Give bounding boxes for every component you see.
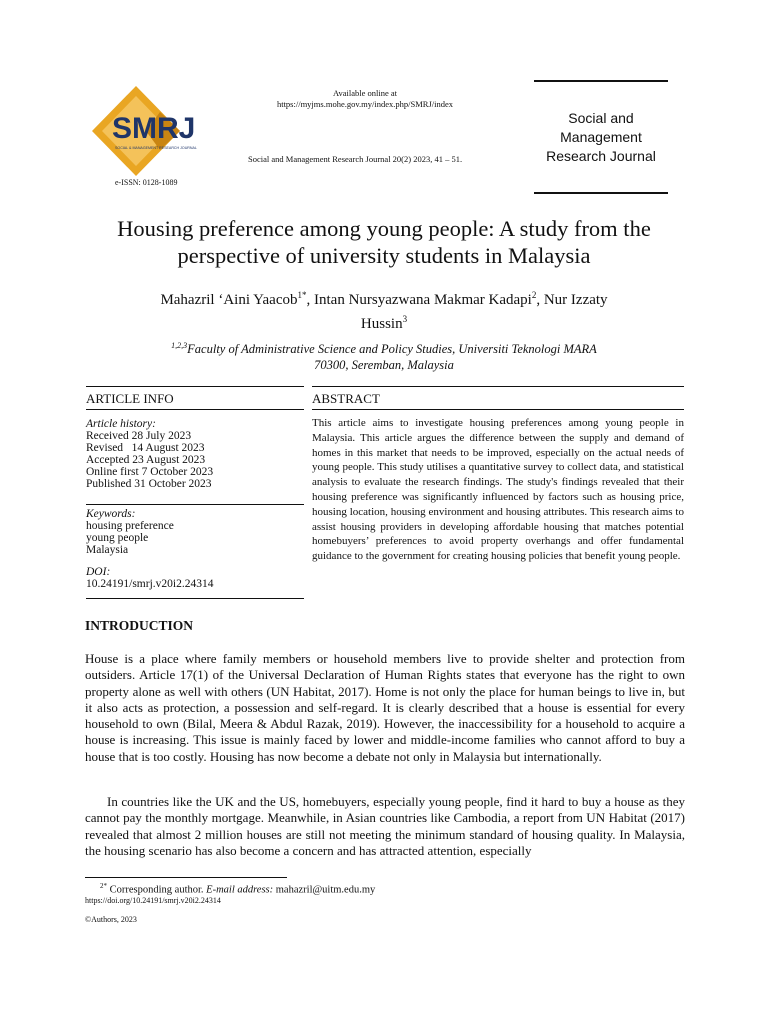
- author-list: Mahazril ‘Aini Yaacob$^{1*}$, Intan Nursyazwana Makmar Kadapi$^2$, Nur Izzaty Hussin$^3$: [160, 290, 608, 332]
- copyright-notice: ©Authors, 2023: [85, 915, 137, 924]
- abstract-text: This article aims to investigate housing preferences among young people in Malaysia. This article argues the difference between the supply and demand of homes in this market that needs to be improved, especially on the actual needs of young people. This study utilises a quantitative survey to collect data, and statistical analysis to evaluate the research findings. The study's findings revealed that their housing preference was significantly influenced by factors such as housing price, housing location, housing environment and housing attributes. This research aims to assist housing providers in developing affordable housing that matches potential homebuyers’ preferences to avoid property overhangs and offer fundamental guidance to the government for creating housing policies that benefit young people.: [312, 417, 684, 563]
- author-name: Mahazril ‘Aini Yaacob: [160, 292, 298, 308]
- available-online-label: Available online at: [332, 88, 398, 98]
- availability-note: [240, 88, 490, 110]
- logo-tagline: SOCIAL & MANAGEMENT RESEARCH JOURNAL: [115, 146, 197, 150]
- keyword: housing preference: [86, 520, 174, 532]
- article-history: Article history: Received 28 July 2023 Revised 14 August 2023 Accepted 23 August 2023 Online first 7 October 2023 Published 31 October 2023: [86, 418, 214, 490]
- journal-name-box: [534, 80, 668, 194]
- journal-citation: Social and Management Research Journal 20(2) 2023, 41 – 51.: [248, 154, 463, 164]
- footnote-rule: [85, 877, 287, 878]
- corresponding-author-footnote: $^{2*}$ Corresponding author. E-mail address: mahazril@uitm.edu.my: [100, 882, 376, 896]
- author-email[interactable]: mahazril@uitm.edu.my: [275, 884, 376, 896]
- journal-url[interactable]: https://myjms.mohe.gov.my/index.php/SMRJ/index: [276, 99, 454, 109]
- keyword: Malaysia: [86, 544, 129, 556]
- keyword: young people: [86, 532, 149, 544]
- journal-logo: [88, 82, 218, 180]
- keywords: Keywords: housing preference young people Malaysia: [86, 505, 304, 556]
- doi-link[interactable]: 10.24191/smrj.v20i2.24314: [86, 578, 214, 590]
- article-info-heading: ARTICLE INFO: [86, 387, 304, 410]
- body-paragraph: House is a place where family members or household members live to provide shelter and protection from outsiders. Article 17(1) of the Universal Declaration of Human Rights states that everyone has the right to own property alone as well with others (UN Habitat, 2017). Home is not only the place for human beings to live in, but it also acts as protection, a possession and self-regard. It is clearly described that a house is essential for every household to own (Bilal, Meera & Abdul Razak, 2019). However, the inaccessibility for a household to acquire a house is increasing. This issue is mainly faced by lower and middle-income families who cannot afford to buy a house that is too costly. Housing has now become a debate not only in Malaysia but internationally.: [85, 651, 685, 764]
- section-heading-introduction: INTRODUCTION: [85, 618, 194, 633]
- article-info-panel: [86, 386, 304, 599]
- author-name: Intan Nursyazwana Makmar Kadapi: [314, 292, 532, 308]
- body-paragraph: In countries like the UK and the US, homebuyers, especially young people, find it hard to buy a house as they cannot pay the monthly mortgage. Meanwhile, in Asian countries like Cambodia, a report from UN Habitat (2017) revealed that almost 2 million houses are still not meeting the minimum standard of housing quality. In Malaysia, the housing scenario has also become a concern and has attracted attention, especially: [85, 794, 685, 858]
- doi: DOI: 10.24191/smrj.v20i2.24314: [86, 556, 304, 590]
- abstract-panel: [312, 386, 684, 564]
- author-name: Hussin: [360, 316, 403, 332]
- paper-title: Housing preference among young people: A study from the perspective of university students in Malaysia: [117, 216, 651, 268]
- journal-name: Social and Management Research Journal: [546, 110, 656, 164]
- eissn: e-ISSN: 0128-1089: [115, 178, 178, 187]
- logo-wordmark: SMRJ: [112, 112, 196, 145]
- footer-doi-link[interactable]: https://doi.org/10.24191/smrj.v20i2.24314: [85, 896, 221, 905]
- affiliation: $^{1,2,3}$Faculty of Administrative Science and Policy Studies, Universiti Teknologi MARA 70300, Seremban, Malaysia: [171, 341, 597, 373]
- abstract-heading: ABSTRACT: [312, 387, 684, 410]
- author-name: Nur Izzaty: [543, 292, 608, 308]
